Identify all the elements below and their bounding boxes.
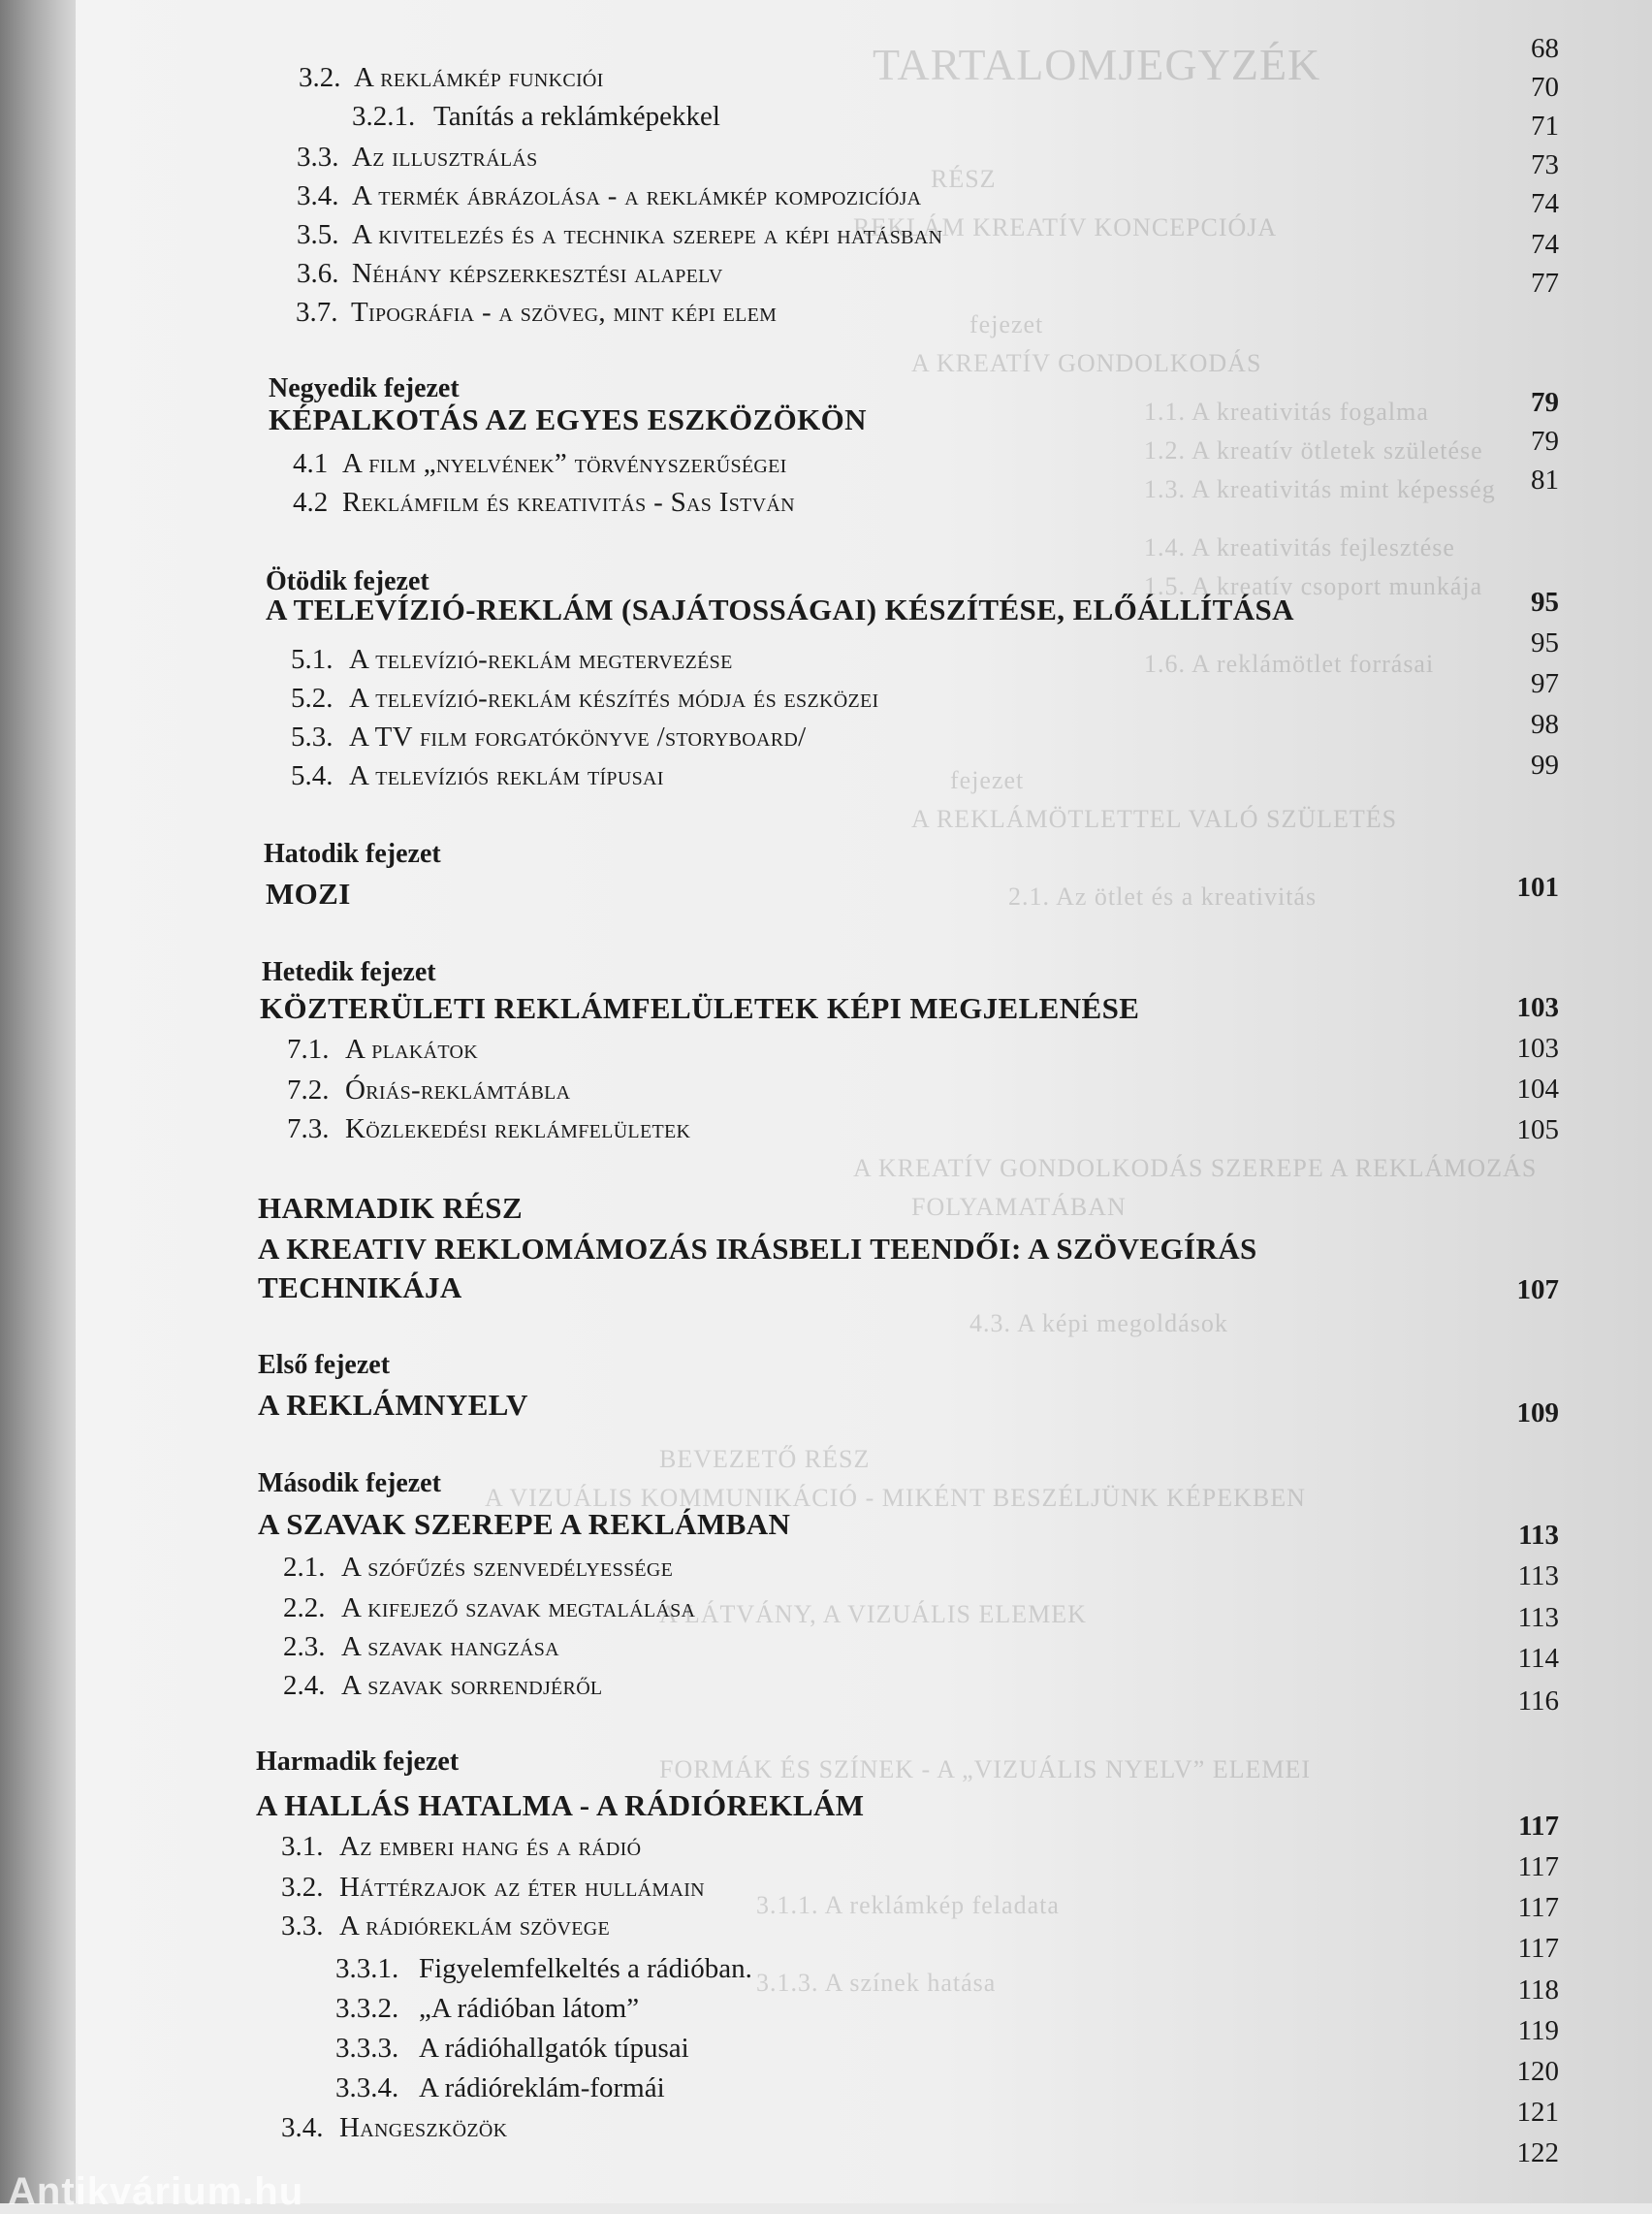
entry-number: 2.2.: [283, 1592, 326, 1623]
entry-number: 5.4.: [291, 760, 334, 791]
toc-entry[interactable]: [0, 681, 1652, 720]
chapter-label: Hatodik fejezet: [264, 839, 441, 869]
page-number: 121: [1516, 2097, 1559, 2128]
page-number: 113: [1518, 1520, 1559, 1551]
toc-entry[interactable]: [0, 1032, 1652, 1071]
toc-entry[interactable]: [0, 217, 1652, 256]
toc-entry[interactable]: [0, 1870, 1652, 1909]
page-number: 98: [1531, 709, 1559, 740]
entry-title: Közlekedési reklámfelületek: [345, 1113, 691, 1144]
page-number: 68: [1531, 33, 1559, 64]
page-number: 95: [1531, 627, 1559, 658]
toc-entry[interactable]: [0, 256, 1652, 295]
page-number: 117: [1517, 1851, 1559, 1882]
entry-title: A televíziós reklám típusai: [349, 760, 664, 791]
page-number: 105: [1516, 1114, 1559, 1145]
entry-title: A televízió-reklám készítés módja és eszközei: [349, 683, 879, 714]
toc-entry[interactable]: [0, 1629, 1652, 1668]
entry-number: 5.1.: [291, 644, 334, 675]
page-number: 118: [1517, 1974, 1559, 2005]
page-number: 101: [1516, 872, 1559, 903]
chapter-heading[interactable]: A SZAVAK SZEREPE A REKLÁMBAN: [258, 1507, 791, 1541]
entry-title: A rádióhallgatók típusai: [419, 2033, 689, 2064]
page-number: 113: [1517, 1602, 1559, 1633]
chapter-heading[interactable]: A HALLÁS HATALMA - A RÁDIÓREKLÁM: [256, 1788, 865, 1822]
page-number: 103: [1516, 992, 1559, 1023]
chapter-heading[interactable]: KÉPALKOTÁS AZ EGYES ESZKÖZÖKÖN: [269, 402, 867, 436]
entry-number: 7.2.: [287, 1075, 330, 1106]
toc-entry[interactable]: [0, 1550, 1652, 1588]
page-number: 103: [1516, 1033, 1559, 1064]
toc-entry[interactable]: [0, 295, 1652, 334]
entry-title: A kifejező szavak megtalálása: [341, 1592, 696, 1623]
page-number: 73: [1531, 149, 1559, 180]
page-number: 70: [1531, 72, 1559, 103]
page-number: 79: [1531, 387, 1559, 418]
entry-title: A rádióreklám-formái: [419, 2072, 665, 2103]
chapter-label: Negyedik fejezet: [269, 373, 460, 403]
entry-title: Az illusztrálás: [352, 142, 538, 173]
toc-entry[interactable]: [0, 720, 1652, 758]
toc-entry[interactable]: [0, 1073, 1652, 1111]
entry-number: 7.3.: [287, 1113, 330, 1144]
chapter-heading[interactable]: MOZI: [266, 877, 351, 911]
page-number: 113: [1517, 1560, 1559, 1591]
toc-entry[interactable]: [0, 1909, 1652, 1947]
toc-entry[interactable]: [0, 758, 1652, 797]
entry-title: A szófűzés szenvedélyessége: [341, 1552, 674, 1583]
entry-title: A szavak sorrendjéről: [341, 1670, 603, 1701]
chapter-label: Hetedik fejezet: [262, 957, 436, 987]
entry-number: 3.6.: [297, 258, 339, 289]
chapter-label: Harmadik fejezet: [256, 1747, 460, 1777]
entry-number: 5.2.: [291, 683, 334, 714]
entry-number: 4.2: [293, 487, 329, 518]
page-number: 77: [1531, 268, 1559, 299]
chapter-heading[interactable]: KÖZTERÜLETI REKLÁMFELÜLETEK KÉPI MEGJELENÉSE: [260, 991, 1140, 1025]
page-number: 81: [1531, 465, 1559, 496]
chapter-label: Első fejezet: [258, 1350, 391, 1380]
toc-entry[interactable]: [0, 1111, 1652, 1150]
entry-number: 3.4.: [297, 180, 339, 211]
entry-title: Tipográfia - a szöveg, mint képi elem: [351, 297, 778, 328]
page-number: 117: [1517, 1933, 1559, 1964]
page-number: 122: [1516, 2137, 1559, 2168]
entry-title: A termék ábrázolása - a reklámkép kompozicíója: [352, 180, 922, 211]
page-number: 120: [1516, 2056, 1559, 2087]
entry-title: Óriás-reklámtábla: [345, 1075, 571, 1106]
entry-number: 3.3.2.: [335, 1993, 399, 2024]
entry-title: A TV film forgatókönyve /storyboard/: [349, 722, 807, 753]
toc-entry[interactable]: [0, 1590, 1652, 1629]
page-number: 119: [1517, 2015, 1559, 2046]
entry-number: 5.3.: [291, 722, 334, 753]
entry-title: A reklámkép funkciói: [354, 62, 604, 93]
page-number: 116: [1517, 1685, 1559, 1717]
page-number: 114: [1517, 1643, 1559, 1674]
toc-entry[interactable]: [0, 485, 1652, 524]
toc-entry[interactable]: [0, 1829, 1652, 1868]
entry-title: Hangeszközök: [339, 2112, 508, 2143]
page-number: 109: [1516, 1397, 1559, 1428]
chapter-heading[interactable]: A TELEVÍZIÓ-REKLÁM (SAJÁTOSSÁGAI) KÉSZÍTÉSE, ELŐÁLLÍTÁSA: [266, 593, 1294, 626]
entry-number: 3.5.: [297, 219, 339, 250]
toc-entry[interactable]: [0, 446, 1652, 485]
chapter-label: Második fejezet: [258, 1468, 441, 1498]
entry-title: A film „nyelvének” törvényszerűségei: [342, 448, 787, 479]
entry-title: Tanítás a reklámképekkel: [433, 101, 720, 132]
toc-entry[interactable]: [0, 1991, 1652, 2030]
entry-number: 2.3.: [283, 1631, 326, 1662]
entry-title: A plakátok: [345, 1034, 479, 1065]
chapter-heading[interactable]: A REKLÁMNYELV: [258, 1388, 528, 1422]
entry-title: A rádióreklám szövege: [339, 1910, 611, 1941]
entry-number: 3.3.3.: [335, 2033, 399, 2064]
page-number: 74: [1531, 188, 1559, 219]
page-number: 99: [1531, 750, 1559, 781]
entry-number: 7.1.: [287, 1034, 330, 1065]
page-number: 107: [1516, 1274, 1559, 1305]
entry-title: Reklámfilm és kreativitás - Sas István: [342, 487, 795, 518]
toc-entry[interactable]: [0, 99, 1652, 138]
toc-entry[interactable]: [0, 60, 1652, 99]
toc-entry[interactable]: [0, 178, 1652, 217]
page-number: 117: [1518, 1811, 1559, 1842]
page-number: 104: [1516, 1074, 1559, 1105]
entry-number: 4.1: [293, 448, 329, 479]
entry-number: 3.3.1.: [335, 1953, 399, 1984]
part-title-line1[interactable]: A KREATIV REKLOMÁMOZÁS IRÁSBELI TEENDŐI: A SZÖVEGÍRÁS: [258, 1232, 1257, 1266]
entry-title: Néhány képszerkesztési alapelv: [352, 258, 723, 289]
entry-number: 3.4.: [281, 2112, 324, 2143]
toc-entry[interactable]: [0, 1668, 1652, 1707]
toc-entry[interactable]: [0, 140, 1652, 178]
entry-number: 2.4.: [283, 1670, 326, 1701]
page-number: 71: [1531, 111, 1559, 142]
entry-title: A szavak hangzása: [341, 1631, 559, 1662]
entry-number: 3.1.: [281, 1831, 324, 1862]
toc-entry[interactable]: [0, 2070, 1652, 2109]
page-number: 74: [1531, 229, 1559, 260]
page-number: 79: [1531, 426, 1559, 457]
entry-number: 3.7.: [296, 297, 338, 328]
entry-number: 3.2.: [281, 1872, 324, 1903]
entry-number: 3.3.4.: [335, 2072, 399, 2103]
entry-title: A kivitelezés és a technika szerepe a képi hatásban: [352, 219, 943, 250]
chapter-label: Ötödik fejezet: [266, 566, 429, 596]
entry-number: 3.2.1.: [352, 101, 416, 132]
page-number: 95: [1531, 587, 1559, 618]
entry-number: 3.3.: [297, 142, 339, 173]
toc-entry[interactable]: [0, 642, 1652, 681]
page-number: 117: [1517, 1892, 1559, 1923]
entry-title: Figyelemfelkeltés a rádióban.: [419, 1953, 752, 1984]
toc-entry[interactable]: [0, 2031, 1652, 2070]
toc-entry[interactable]: [0, 1951, 1652, 1990]
entry-number: 3.2.: [299, 62, 341, 93]
part-heading: HARMADIK RÉSZ: [258, 1191, 524, 1225]
entry-number: 3.3.: [281, 1910, 324, 1941]
watermark: Antikvárium.hu: [8, 2170, 304, 2213]
entry-title: Az emberi hang és a rádió: [339, 1831, 642, 1862]
page-number: 97: [1531, 668, 1559, 699]
entry-title: A televízió-reklám megtervezése: [349, 644, 733, 675]
entry-title: Háttérzajok az éter hullámain: [339, 1872, 705, 1903]
part-title-line2[interactable]: TECHNIKÁJA: [258, 1270, 462, 1304]
entry-number: 2.1.: [283, 1552, 326, 1583]
toc-entry[interactable]: [0, 2110, 1652, 2149]
entry-title: „A rádióban látom”: [419, 1993, 640, 2024]
